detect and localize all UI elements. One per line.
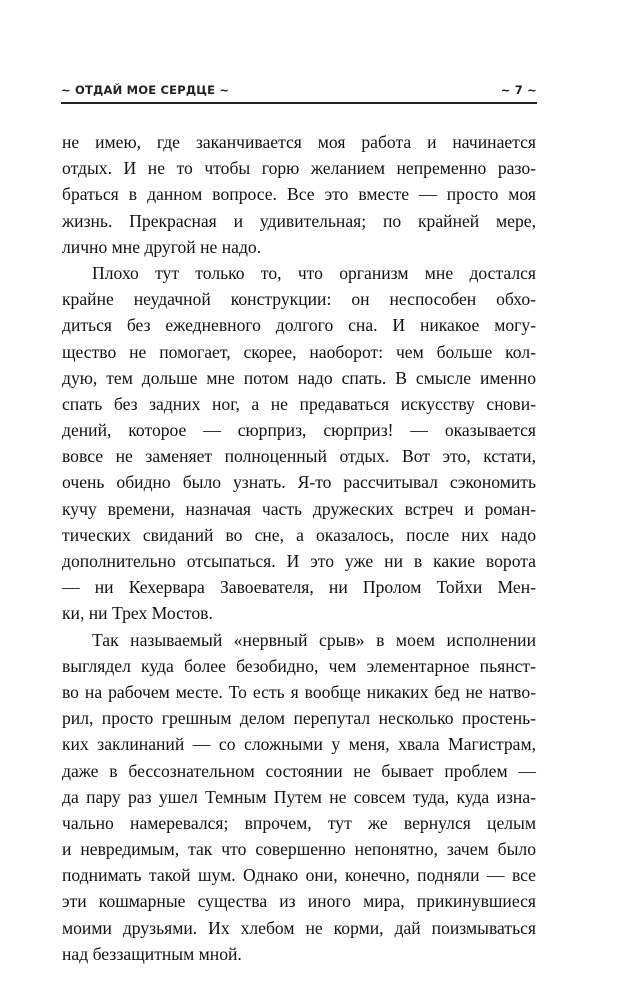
text-line: спать без задних ног, а не предаваться искусству снови- [62,393,536,414]
text-line: даже в бессознательном состоянии не бывает проблем — [62,760,536,781]
text-line: диться без ежедневного долгого сна. И никакое могу- [62,315,536,336]
text-line: рил, просто грешным делом перепутал несколько простень- [62,708,536,729]
text-line: эти кошмарные существа из иного мира, прикинувшиеся [62,891,536,912]
text-line: моими друзьями. Их хлебом не корми, дай поизмываться [62,917,536,938]
text-line: кучу времени, назначая часть дружеских встреч и роман- [62,498,536,519]
text-line: Плохо тут только то, что организм мне достался [92,262,536,283]
text-line: над беззащитным мной. [62,943,242,964]
running-header [61,79,537,101]
text-line: щество не помогает, скорее, наоборот: чем больше кол- [62,341,536,362]
text-line: дополнительно отсыпаться. И это уже ни в какие ворота [62,551,536,571]
text-line: — ни Кехервара Завоевателя, ни Пролом Тойхи Мен- [62,577,536,598]
text-line: поднимать такой шум. Однако они, конечно, подняли — все [62,865,536,886]
text-line: Так называемый «нервный срыв» в моем исполнении [92,629,536,650]
text-line: не имею, где заканчивается моя работа и начинается [62,132,536,152]
text-line: крайне неудачной конструкции: он неспособен обхо- [62,289,536,310]
page-number: ~ 7 ~ [500,83,537,97]
text-line: да пару раз ушел Темным Путем не совсем туда, куда изна- [62,786,536,807]
text-line: и невредимым, так что совершенно непонятно, зачем было [62,839,536,860]
text-line: вовсе не заменяет полноценный отдых. Вот это, кстати, [62,446,536,467]
text-line: дую, тем дольше мне потом надо спать. В смысле именно [62,367,536,388]
text-line: тических свиданий во сне, а оказалось, после них надо [62,524,536,545]
text-line: жизнь. Прекрасная и удивительная; по крайней мере, [62,210,536,231]
text-line: отдых. И не то чтобы горю желанием непременно разо- [62,158,536,179]
text-line: во на рабочем месте. То есть я вообще никаких бед не натво- [62,681,536,702]
text-line: очень обидно было узнать. Я-то рассчитывал сэкономить [62,472,536,493]
text-line: ких заклинаний — со сложными у меня, хвала Магистрам, [62,734,536,755]
body-text [62,129,536,967]
text-line: дений, которое — сюрприз, сюрприз! — оказывается [62,420,536,441]
text-line: браться в данном вопросе. Все это вместе — просто моя [62,184,536,205]
text-line: лично мне другой не надо. [62,236,262,257]
header-rule [61,102,537,104]
text-line: чально намеревался; впрочем, тут же вернулся целым [62,812,536,833]
text-line: ки, ни Трех Мостов. [62,603,213,624]
running-title: ~ ОТДАЙ МОЕ СЕРДЦЕ ~ [61,83,230,97]
text-line: выглядел куда более безобидно, чем элементарное пьянст- [62,655,536,676]
